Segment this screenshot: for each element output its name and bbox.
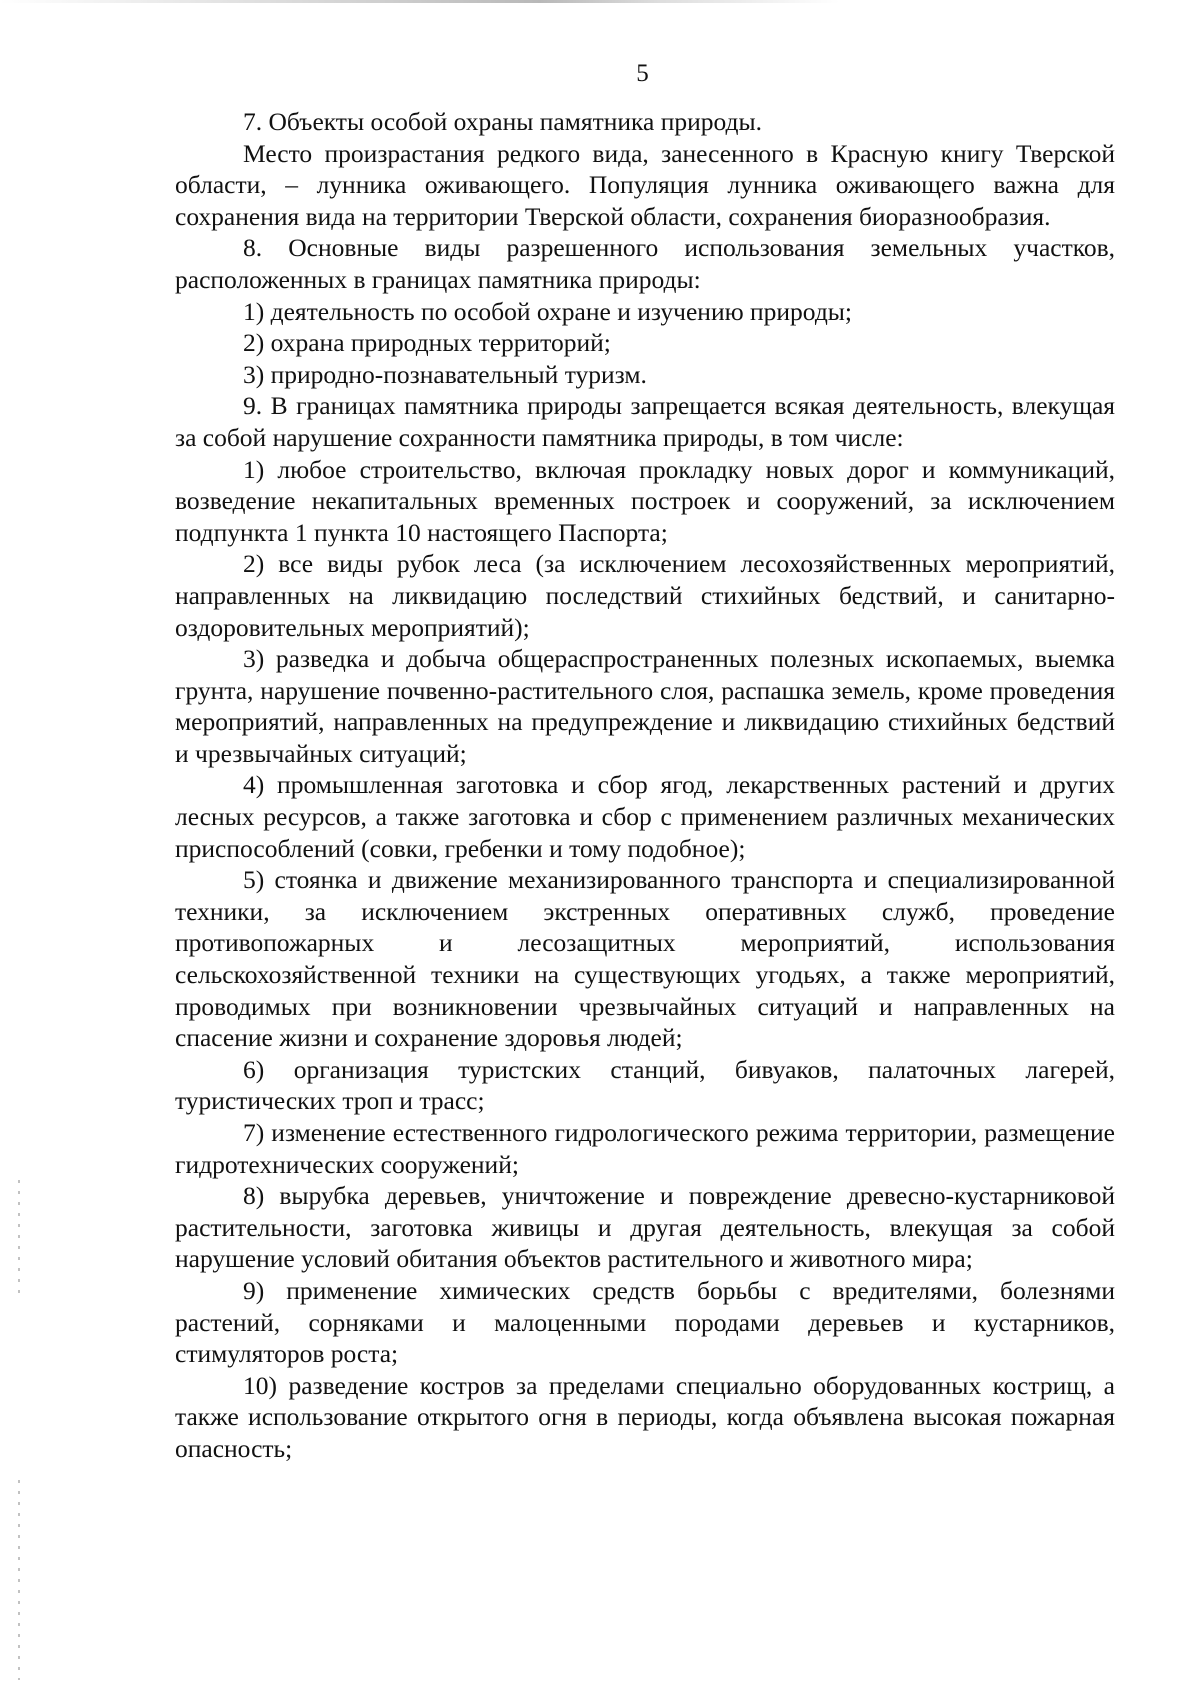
binding-marks-lower <box>18 1480 20 1680</box>
binding-marks-upper <box>18 1180 20 1300</box>
paragraph-section-7-heading: 7. Объекты особой охраны памятника природы. <box>243 107 763 136</box>
list-item-9-2: 2) все виды рубок леса (за исключением лесохозяйственных мероприятий, направленных на ликвидацию последствий стихийных бедствий, и санитарно-оздоровительных мероприятий); <box>175 549 1115 642</box>
list-item-9-7: 7) изменение естественного гидрологического режима территории, размещение гидротехнических сооружений; <box>175 1118 1115 1179</box>
scan-top-edge <box>0 0 1200 3</box>
list-item-9-4: 4) промышленная заготовка и сбор ягод, лекарственных растений и других лесных ресурсов, а также заготовка и сбор с применением различных механических приспособлений (совки, гребенки и тому подобное); <box>175 770 1115 863</box>
paragraph-section-8-heading: 8. Основные виды разрешенного использования земельных участков, расположенных в границах памятника природы: <box>175 233 1115 294</box>
list-item-9-10: 10) разведение костров за пределами специально оборудованных кострищ, а также использование открытого огня в периоды, когда объявлена высокая пожарная опасность; <box>175 1370 1115 1463</box>
page-number: 5 <box>636 60 649 87</box>
paragraph-section-7-text: Место произрастания редкого вида, занесенного в Красную книгу Тверской области, – лунника оживающего. Популяция лунника оживающего важна для сохранения вида на территории Тверской области, сохранения биоразнообразия. <box>175 138 1115 231</box>
list-item-9-3: 3) разведка и добыча общераспространенных полезных ископаемых, выемка грунта, нарушение почвенно-растительного слоя, распашка земель, кроме проведения мероприятий, направленных на предупреждение и ликвидацию стихийных бедствий и чрезвычайных ситуаций; <box>175 644 1115 768</box>
list-item-9-1: 1) любое строительство, включая прокладку новых дорог и коммуникаций, возведение некапитальных временных построек и сооружений, за исключением подпункта 1 пункта 10 настоящего Паспорта; <box>175 454 1115 547</box>
list-item-9-6: 6) организация туристских станций, бивуаков, палаточных лагерей, туристических троп и трасс; <box>175 1054 1115 1116</box>
list-item-8-2: 2) охрана природных территорий; <box>243 328 611 358</box>
list-item-9-5: 5) стоянка и движение механизированного транспорта и специализированной техники, за исключением экстренных оперативных служб, проведение противопожарных и лесозащитных мероприятий, использования сельскохозяйственной техники на существующих угодьях, а также мероприятий, проводимых при возникновении чрезвычайных ситуаций и направленных на спасение жизни и сохранение здоровья людей; <box>175 865 1115 1053</box>
document-body <box>175 106 1115 1465</box>
list-item-9-8: 8) вырубка деревьев, уничтожение и повреждение древесно-кустарниковой растительности, заготовка живицы и другая деятельность, влекущая за собой нарушение условий обитания объектов растительного и животного мира; <box>175 1181 1115 1274</box>
paragraph-section-9-heading: 9. В границах памятника природы запрещается всякая деятельность, влекущая за собой нарушение сохранности памятника природы, в том числе: <box>175 391 1115 452</box>
list-item-8-3: 3) природно-познавательный туризм. <box>243 359 647 389</box>
list-item-9-9: 9) применение химических средств борьбы с вредителями, болезнями растений, сорняками и малоценными породами деревьев и кустарников, стимуляторов роста; <box>175 1275 1115 1369</box>
list-item-8-1: 1) деятельность по особой охране и изучению природы; <box>243 296 853 326</box>
